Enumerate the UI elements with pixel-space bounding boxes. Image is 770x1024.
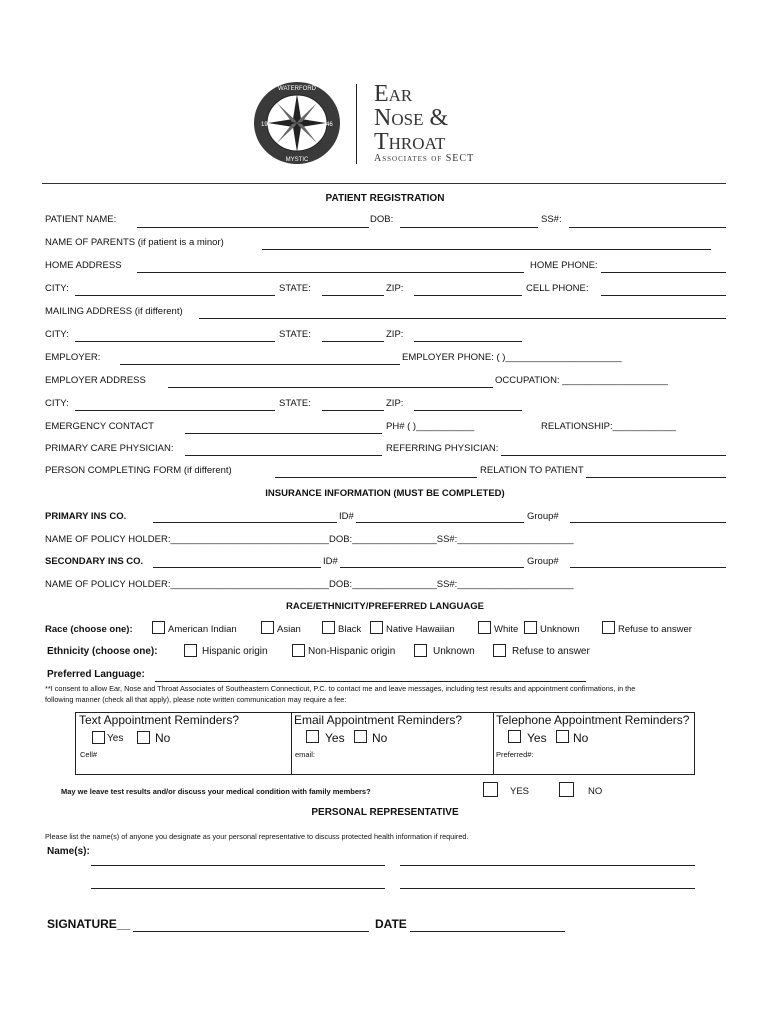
logo-tagline: Associates of SECT	[374, 153, 475, 164]
relation-to-patient-field[interactable]	[586, 477, 726, 478]
cell-label: Cell#	[80, 750, 98, 759]
compass-seal-icon	[252, 80, 342, 166]
demographics-heading: RACE/ETHNICITY/PREFERRED LANGUAGE	[286, 601, 484, 612]
ethnicity-refuse-checkbox[interactable]	[493, 644, 506, 657]
header-divider	[42, 183, 726, 184]
employer-field[interactable]	[120, 364, 400, 365]
ss-field[interactable]	[569, 227, 726, 228]
race-native-hawaiian-checkbox[interactable]	[370, 621, 383, 634]
ethnicity-non-hispanic-checkbox[interactable]	[292, 644, 305, 657]
text-reminders-label: Text Appointment Reminders?	[79, 713, 240, 727]
representative-name-field-2[interactable]	[400, 865, 695, 866]
cell-phone-label: CELL PHONE:	[526, 283, 589, 294]
mailing-address-field[interactable]	[199, 318, 726, 319]
home-phone-label: HOME PHONE:	[530, 260, 598, 271]
race-unknown-checkbox[interactable]	[524, 621, 537, 634]
phone-yes-checkbox[interactable]	[508, 730, 521, 743]
text-yes-label: Yes	[107, 733, 124, 744]
mailing-city-field[interactable]	[75, 341, 275, 342]
family-no-label: NO	[588, 786, 603, 797]
home-address-field[interactable]	[137, 272, 524, 273]
race-american-indian-label: American Indian	[168, 624, 237, 635]
patient-name-field[interactable]	[137, 227, 369, 228]
cell-phone-field[interactable]	[601, 295, 726, 296]
referring-physician-label: REFERRING PHYSICIAN:	[386, 443, 499, 454]
secondary-group-field[interactable]	[570, 567, 726, 568]
email-yes-label: Yes	[325, 731, 345, 745]
relationship-label[interactable]: RELATIONSHIP:____________	[541, 421, 677, 432]
email-yes-checkbox[interactable]	[306, 730, 319, 743]
state-label: STATE:	[279, 283, 311, 294]
phone-no-checkbox[interactable]	[556, 730, 569, 743]
seal-year-right: 46	[326, 122, 333, 128]
representative-name-field-1[interactable]	[91, 865, 385, 866]
secondary-ins-field[interactable]	[153, 567, 321, 568]
preferred-language-field[interactable]	[155, 681, 586, 682]
emergency-contact-field[interactable]	[185, 433, 382, 434]
race-unknown-label: Unknown	[540, 624, 580, 635]
logo-name-line-3: Throat	[374, 129, 446, 155]
mailing-state-label: STATE:	[279, 329, 311, 340]
ethnicity-unknown-checkbox[interactable]	[414, 644, 427, 657]
primary-care-field[interactable]	[185, 455, 382, 456]
parents-field[interactable]	[262, 249, 711, 250]
employer-state-field[interactable]	[322, 410, 384, 411]
email-no-label: No	[372, 731, 388, 745]
phone-reminders-label: Telephone Appointment Reminders?	[496, 713, 690, 727]
city-field[interactable]	[75, 295, 275, 296]
email-reminders-label: Email Appointment Reminders?	[294, 713, 463, 727]
race-american-indian-checkbox[interactable]	[152, 621, 165, 634]
emergency-phone-label[interactable]: PH# ( )___________	[386, 421, 475, 432]
phone-no-label: No	[573, 731, 589, 745]
mailing-zip-field[interactable]	[414, 341, 522, 342]
ethnicity-label: Ethnicity (choose one):	[47, 646, 158, 657]
mailing-address-label: MAILING ADDRESS (if different)	[45, 306, 183, 317]
secondary-group-label: Group#	[527, 556, 559, 567]
race-native-hawaiian-label: Native Hawaiian	[386, 624, 455, 635]
employer-address-field[interactable]	[168, 387, 493, 388]
seal-bottom-text: MYSTIC	[285, 157, 309, 163]
form-title: PATIENT REGISTRATION	[325, 193, 445, 204]
dob-field[interactable]	[400, 227, 538, 228]
date-label: DATE	[375, 917, 407, 931]
primary-group-label: Group#	[527, 511, 559, 522]
primary-ins-field[interactable]	[153, 522, 337, 523]
ethnicity-unknown-label: Unknown	[433, 646, 475, 657]
family-question: May we leave test results and/or discuss your medical condition with family members?	[61, 787, 371, 796]
primary-id-field[interactable]	[356, 522, 524, 523]
representative-heading: PERSONAL REPRESENTATIVE	[311, 807, 459, 818]
state-field[interactable]	[322, 295, 384, 296]
zip-field[interactable]	[414, 295, 522, 296]
mailing-zip-label: ZIP:	[386, 329, 404, 340]
text-no-label: No	[155, 731, 171, 745]
preferred-label: Preferred#:	[496, 750, 534, 759]
names-label: Name(s):	[47, 846, 90, 857]
primary-group-field[interactable]	[570, 522, 726, 523]
person-completing-field[interactable]	[275, 477, 477, 478]
secondary-ins-label: SECONDARY INS CO.	[45, 556, 144, 567]
primary-policy-holder-line[interactable]: NAME OF POLICY HOLDER:______________________________DOB:________________SS#:______________________	[45, 534, 574, 545]
employer-address-label: EMPLOYER ADDRESS	[45, 375, 146, 386]
insurance-heading: INSURANCE INFORMATION (MUST BE COMPLETED)	[265, 488, 505, 499]
city-label: CITY:	[45, 283, 69, 294]
employer-phone-label[interactable]: EMPLOYER PHONE: ( )______________________	[402, 352, 622, 363]
occupation-label[interactable]: OCCUPATION: ____________________	[495, 375, 668, 386]
primary-ins-label: PRIMARY INS CO.	[45, 511, 127, 522]
phone-yes-label: Yes	[527, 731, 547, 745]
ethnicity-hispanic-label: Hispanic origin	[202, 646, 268, 657]
zip-label: ZIP:	[386, 283, 404, 294]
ethnicity-refuse-label: Refuse to answer	[512, 646, 590, 657]
home-address-label: HOME ADDRESS	[45, 260, 122, 271]
text-yes-checkbox[interactable]	[92, 731, 105, 744]
secondary-id-field[interactable]	[340, 567, 524, 568]
logo-name-line-1: Ear	[374, 81, 413, 107]
patient-name-label: PATIENT NAME:	[45, 214, 117, 225]
ss-label: SS#:	[541, 214, 562, 225]
consent-text-line-1: **I consent to allow Ear, Nose and Throat Associates of Southeastern Connecticut, P.C. to contact me and leave messages, including test results and appointment confirmations, in the	[45, 684, 636, 693]
secondary-policy-holder-line[interactable]: NAME OF POLICY HOLDER:______________________________DOB:________________SS#:______________________	[45, 579, 574, 590]
text-no-checkbox[interactable]	[137, 731, 150, 744]
race-black-label: Black	[338, 624, 362, 635]
signature-label: SIGNATURE__	[47, 917, 131, 931]
family-yes-checkbox[interactable]	[483, 782, 498, 797]
employer-zip-field[interactable]	[414, 410, 522, 411]
mailing-city-label: CITY:	[45, 329, 69, 340]
employer-city-field[interactable]	[75, 410, 275, 411]
employer-state-label: STATE:	[279, 398, 311, 409]
representative-name-field-3[interactable]	[91, 888, 385, 889]
representative-instructions: Please list the name(s) of anyone you designate as your personal representative to discuss protected health information if required.	[45, 832, 469, 841]
signature-field[interactable]	[133, 931, 369, 932]
mailing-state-field[interactable]	[322, 341, 384, 342]
referring-physician-field[interactable]	[501, 455, 726, 456]
employer-city-label: CITY:	[45, 398, 69, 409]
primary-id-label: ID#	[339, 511, 354, 522]
representative-name-field-4[interactable]	[400, 888, 695, 889]
seal-top-text: WATERFORD	[278, 86, 316, 92]
employer-label: EMPLOYER:	[45, 352, 101, 363]
person-completing-label: PERSON COMPLETING FORM (if different)	[45, 465, 232, 476]
date-field[interactable]	[410, 931, 565, 932]
secondary-id-label: ID#	[323, 556, 338, 567]
dob-label: DOB:	[370, 214, 394, 225]
logo-name-line-2: Nose &	[374, 105, 449, 131]
family-yes-label: YES	[510, 786, 530, 797]
race-asian-checkbox[interactable]	[261, 621, 274, 634]
consent-text-line-2: following manner (check all that apply), please note written communication may require a fee:	[45, 695, 347, 704]
race-refuse-checkbox[interactable]	[602, 621, 615, 634]
parents-label: NAME OF PARENTS (if patient is a minor)	[45, 237, 224, 248]
family-no-checkbox[interactable]	[559, 782, 574, 797]
home-phone-field[interactable]	[601, 272, 726, 273]
email-label: email:	[295, 750, 316, 759]
relation-to-patient-label: RELATION TO PATIENT	[480, 465, 584, 476]
ethnicity-non-hispanic-label: Non-Hispanic origin	[308, 646, 396, 657]
email-no-checkbox[interactable]	[354, 730, 367, 743]
race-white-checkbox[interactable]	[478, 621, 491, 634]
race-refuse-label: Refuse to answer	[618, 624, 692, 635]
ethnicity-hispanic-checkbox[interactable]	[184, 644, 197, 657]
preferred-language-label: Preferred Language:	[47, 669, 145, 680]
primary-care-label: PRIMARY CARE PHYSICIAN:	[45, 443, 174, 454]
emergency-contact-label: EMERGENCY CONTACT	[45, 421, 154, 432]
race-asian-label: Asian	[277, 624, 301, 635]
race-black-checkbox[interactable]	[322, 621, 335, 634]
race-white-label: White	[494, 624, 519, 635]
employer-zip-label: ZIP:	[386, 398, 404, 409]
race-label: Race (choose one):	[45, 624, 133, 635]
seal-year-left: 19	[261, 122, 268, 128]
